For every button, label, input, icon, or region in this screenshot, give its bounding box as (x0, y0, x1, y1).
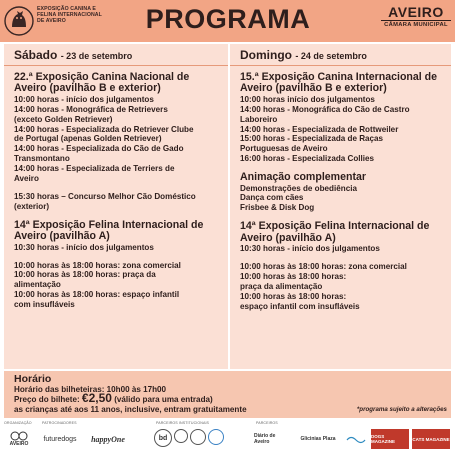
bd-logo: bd (154, 429, 172, 447)
spacer (240, 254, 443, 262)
list-item: Demonstrações de obediência (240, 183, 357, 193)
list-item: 10:00 horas - início dos julgamentos (14, 94, 154, 104)
list-item: 10:00 horas às 18:00 horas: (240, 271, 347, 281)
divider (230, 65, 451, 66)
sponsor-label-organization: ORGANIZAÇÃO (4, 421, 32, 425)
list-item: 14:00 horas - Monográfica do Cão de Castro (240, 104, 410, 114)
saturday-column (4, 44, 228, 369)
list-item: (exceto Golden Retriever) (14, 114, 113, 124)
hours-title: Horário (14, 373, 52, 385)
list-item: (exterior) (14, 201, 50, 211)
header-banner (0, 0, 455, 42)
sunday-activities (240, 262, 443, 312)
dogs-magazine-logo: DOGS MAGAZINE (371, 429, 409, 449)
sunday-column (230, 44, 451, 369)
list-item: 14:00 horas - Especializada do Retriever Clube (14, 124, 194, 134)
list-item: espaço infantil com insufláveis (240, 301, 360, 311)
spacer (14, 253, 220, 261)
list-item: 10:00 horas às 18:00 horas: praça da (14, 270, 156, 280)
institutional-logo-2 (174, 429, 188, 443)
sunday-feline-title: 14ª Exposição Felina Internacional de Aveiro (pavilhão A) (240, 220, 430, 244)
saturday-day: Sábado (14, 48, 58, 62)
list-item: 10:00 horas às 18:00 horas: espaço infantil (14, 290, 180, 300)
sunday-canine-list (240, 95, 443, 164)
sponsors-strip (0, 419, 455, 455)
price-label: Preço do bilhete: (14, 395, 80, 405)
ticket-price (14, 391, 441, 406)
futuredogs-logo: futuredogs (43, 435, 77, 443)
price-note: (válido para uma entrada) (114, 395, 213, 405)
list-item: 10:30 horas - início dos julgamentos (240, 244, 380, 254)
institutional-logo-4 (208, 429, 224, 445)
sunday-canine-title: 15.ª Exposição Canina Internacional de Aveiro (pavilhão B e exterior) (240, 71, 438, 95)
list-item: 10:00 horas às 18:00 horas: (240, 291, 347, 301)
saturday-canine-list (14, 95, 220, 184)
list-item: Dança com cães (240, 193, 304, 203)
divider (4, 65, 228, 66)
cats-magazine-logo: CATS MAGAZINE (412, 429, 450, 449)
sunday-animation-title: Animação complementar (240, 171, 366, 184)
institutional-logo-3 (190, 429, 206, 445)
list-item: 15:30 horas – Concurso Melhor Cão Doméstico (14, 191, 196, 201)
media-logo-1 (344, 429, 368, 449)
sponsor-label-patrons: PATROCINADORES (42, 421, 77, 425)
logo-text: EXPOSIÇÃO CANINA E FELINA INTERNACIONAL DE AVEIRO (37, 6, 102, 25)
list-item: Frisbee & Disk Dog (240, 203, 315, 213)
list-item: com insufláveis (14, 300, 75, 310)
subject-to-change-note: *programa sujeito a alterações (356, 406, 447, 413)
list-item: 14:00 horas - Especializada do Cão de Gado (14, 144, 184, 154)
children-free-note: as crianças até aos 11 anos, inclusive, entram gratuitamente (14, 404, 247, 414)
price-value: €2,50 (81, 391, 112, 406)
page-title: PROGRAMA (145, 4, 311, 34)
sponsor-label-institutional: PARCEIROS INSTITUCIONAIS (156, 421, 210, 425)
list-item: 14:00 horas - Especializada de Terriers de (14, 164, 175, 174)
cat-dog-icon (10, 431, 28, 441)
list-item: 10:30 horas - início dos julgamentos (14, 242, 154, 252)
saturday-date: - 23 de setembro (60, 51, 133, 61)
list-item: 10:00 horas início dos julgamentos (240, 94, 375, 104)
box-office-hours: Horário das bilheteiras: 10h00 às 17h00 (14, 385, 167, 394)
list-item: 10:00 horas às 18:00 horas: zona comercial (14, 260, 181, 270)
saturday-contest (14, 192, 220, 212)
saturday-canine-title: 22.ª Exposição Canina Nacional de Aveiro (pavilhão B e exterior) (14, 71, 190, 95)
list-item: 16:00 horas - Especializada Collies (240, 154, 375, 164)
list-item: 10:00 horas às 18:00 horas: zona comercial (240, 262, 407, 271)
city-name: AVEIRO (381, 5, 451, 21)
spacer (14, 184, 220, 192)
list-item: Transmontano (14, 154, 70, 164)
saturday-heading (14, 48, 220, 62)
list-item: de Portugal (apenas Golden Retriever) (14, 134, 162, 144)
sunday-day: Domingo (240, 48, 292, 62)
glicinias-logo: Glicinias Plaza (300, 436, 336, 442)
list-item: Aveiro (14, 174, 39, 184)
dog-cat-logo-icon (4, 5, 34, 37)
sponsor-label-partners: PARCEIROS (256, 421, 278, 425)
sunday-heading (240, 48, 443, 62)
event-logo (4, 3, 104, 39)
aveiro-municipal-logo (381, 5, 451, 38)
city-subtitle: CÂMARA MUNICIPAL (384, 22, 448, 28)
saturday-activities (14, 261, 220, 311)
logo-label: AVEIRO (9, 441, 29, 447)
list-item: Laboreiro (240, 114, 278, 124)
list-item: Portuguesas de Aveiro (240, 144, 328, 154)
saturday-feline-title: 14ª Exposição Felina Internacional de Aveiro (pavilhão A) (14, 218, 204, 243)
happyone-logo: happyOne (91, 434, 125, 444)
list-item: 14:00 horas - Monográfica de Retrievers (14, 104, 168, 114)
list-item: alimentação (14, 280, 61, 290)
diario-aveiro-logo: Diário de Aveiro (254, 433, 276, 445)
aveiro-logo (3, 429, 35, 449)
sunday-date: - 24 de setembro (295, 51, 367, 61)
list-item: 14:00 horas - Especializada de Rottweiler (240, 124, 399, 134)
list-item: 15:00 horas - Especializada de Raças (240, 134, 384, 144)
sunday-animation-list (240, 184, 443, 214)
wave-icon (346, 434, 366, 444)
list-item: praça da alimentação (240, 281, 323, 291)
